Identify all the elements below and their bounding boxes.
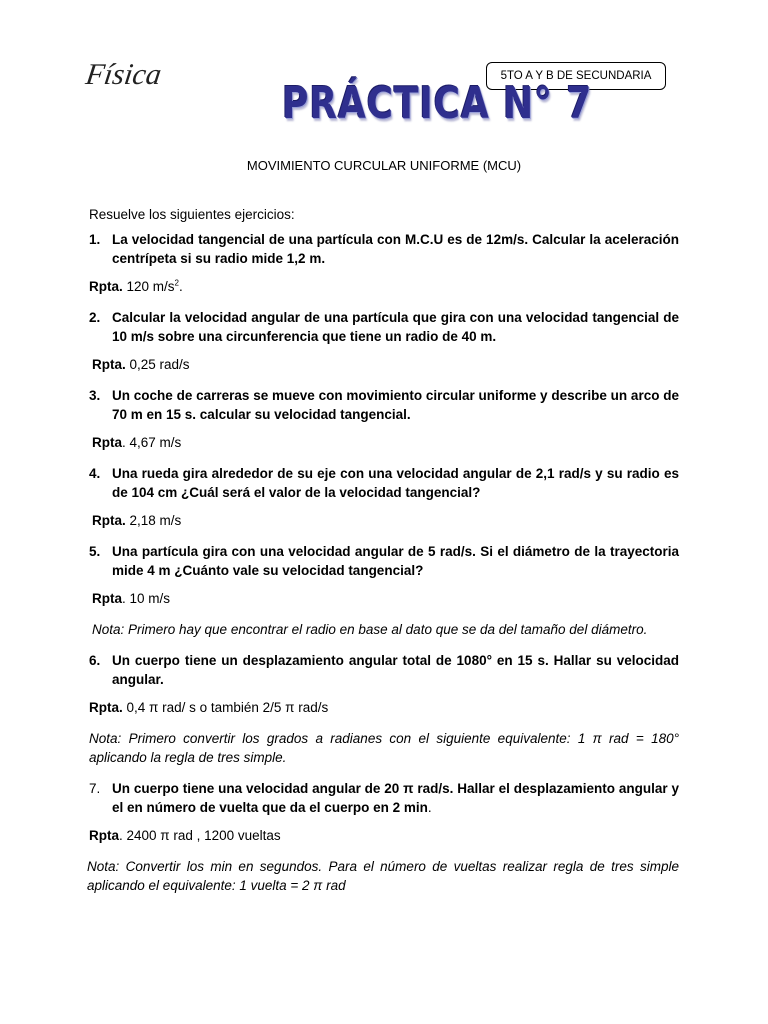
note-7: Nota: Convertir los min en segundos. Para el número de vueltas realizar regla de tres simple aplicando el equivalente: 1 vuelta = 2 π rad <box>87 859 679 893</box>
exercise-text: Un coche de carreras se mueve con movimiento circular uniforme y describe un arco de 70 m en 15 s. calcular su velocidad tangencial. <box>112 388 679 422</box>
answer-suffix: . <box>178 279 183 294</box>
note-5: Nota: Primero hay que encontrar el radio en base al dato que se da del tamaño del diámetro. <box>92 622 648 637</box>
exercise-text-suffix: . <box>427 800 432 815</box>
answer-value: 2,18 m/s <box>125 513 182 528</box>
exercise-5 <box>89 542 679 580</box>
exercise-text: Una partícula gira con una velocidad angular de 5 rad/s. Si el diámetro de la trayectoria mide 4 m ¿Cuánto vale su velocidad tangencial? <box>112 544 679 578</box>
exercise-7 <box>89 779 679 817</box>
answer-6 <box>89 698 679 717</box>
exercise-6 <box>89 651 679 689</box>
exercise-4 <box>89 464 679 502</box>
grade-label: 5TO A Y B DE SECUNDARIA <box>486 62 666 90</box>
answer-value: . 4,67 m/s <box>122 435 182 450</box>
exercise-number: 2. <box>89 310 101 325</box>
exercise-number: 6. <box>89 653 101 668</box>
answer-value: 0,25 rad/s <box>125 357 190 372</box>
exercise-text: Calcular la velocidad angular de una partícula que gira con una velocidad tangencial de 10 m/s sobre una circunferencia que tiene un radio de 40 m. <box>112 310 679 344</box>
answer-1 <box>89 277 679 296</box>
answer-label: Rpta. <box>92 357 126 372</box>
answer-exponent: 2 <box>174 278 179 288</box>
exercise-number: 5. <box>89 544 101 559</box>
answer-3 <box>89 433 679 452</box>
exercise-text: Una rueda gira alrededor de su eje con una velocidad angular de 2,1 rad/s y su radio es de 104 cm ¿Cuál será el valor de la velocidad tangencial? <box>112 466 679 500</box>
answer-label: Rpta <box>92 591 122 606</box>
answer-label: Rpta. <box>92 513 126 528</box>
exercise-text-wrap <box>112 779 679 817</box>
exercise-number: 7. <box>89 781 101 796</box>
answer-7 <box>89 826 679 845</box>
instructions: Resuelve los siguientes ejercicios: <box>89 207 295 222</box>
exercise-2 <box>89 308 679 346</box>
answer-label: Rpta. <box>89 700 123 715</box>
exercise-list <box>89 230 679 907</box>
exercise-number: 4. <box>89 466 101 481</box>
answer-value: 120 m/s <box>122 279 175 294</box>
answer-label: Rpta. <box>89 279 123 294</box>
note-6: Nota: Primero convertir los grados a radianes con el siguiente equivalente: 1 π rad = 180° aplicando la regla de tres simple. <box>89 731 679 765</box>
answer-4 <box>89 511 679 530</box>
answer-label: Rpta <box>92 435 122 450</box>
page-title: PRÁCTICA N° 7 <box>282 78 593 129</box>
exercise-1 <box>89 230 679 268</box>
subject-title: Física <box>83 58 164 91</box>
answer-2 <box>89 355 679 374</box>
exercise-text: La velocidad tangencial de una partícula con M.C.U es de 12m/s. Calcular la aceleración centrípeta si su radio mide 1,2 m. <box>112 232 679 266</box>
exercise-text: Un cuerpo tiene un desplazamiento angular total de 1080° en 15 s. Hallar su velocidad angular. <box>112 653 679 687</box>
answer-value: . 2400 π rad , 1200 vueltas <box>119 828 281 843</box>
answer-value: . 10 m/s <box>122 591 171 606</box>
exercise-number: 1. <box>89 232 101 247</box>
answer-5 <box>89 589 679 608</box>
exercise-text: Un cuerpo tiene una velocidad angular de 20 π rad/s. Hallar el desplazamiento angular y el en número de vuelta que da el cuerpo en 2 min <box>112 781 679 815</box>
exercise-3 <box>89 386 679 424</box>
answer-label: Rpta <box>89 828 119 843</box>
topic-heading: MOVIMIENTO CURCULAR UNIFORME (MCU) <box>246 158 522 173</box>
answer-value: 0,4 π rad/ s o también 2/5 π rad/s <box>122 700 329 715</box>
exercise-number: 3. <box>89 388 101 403</box>
